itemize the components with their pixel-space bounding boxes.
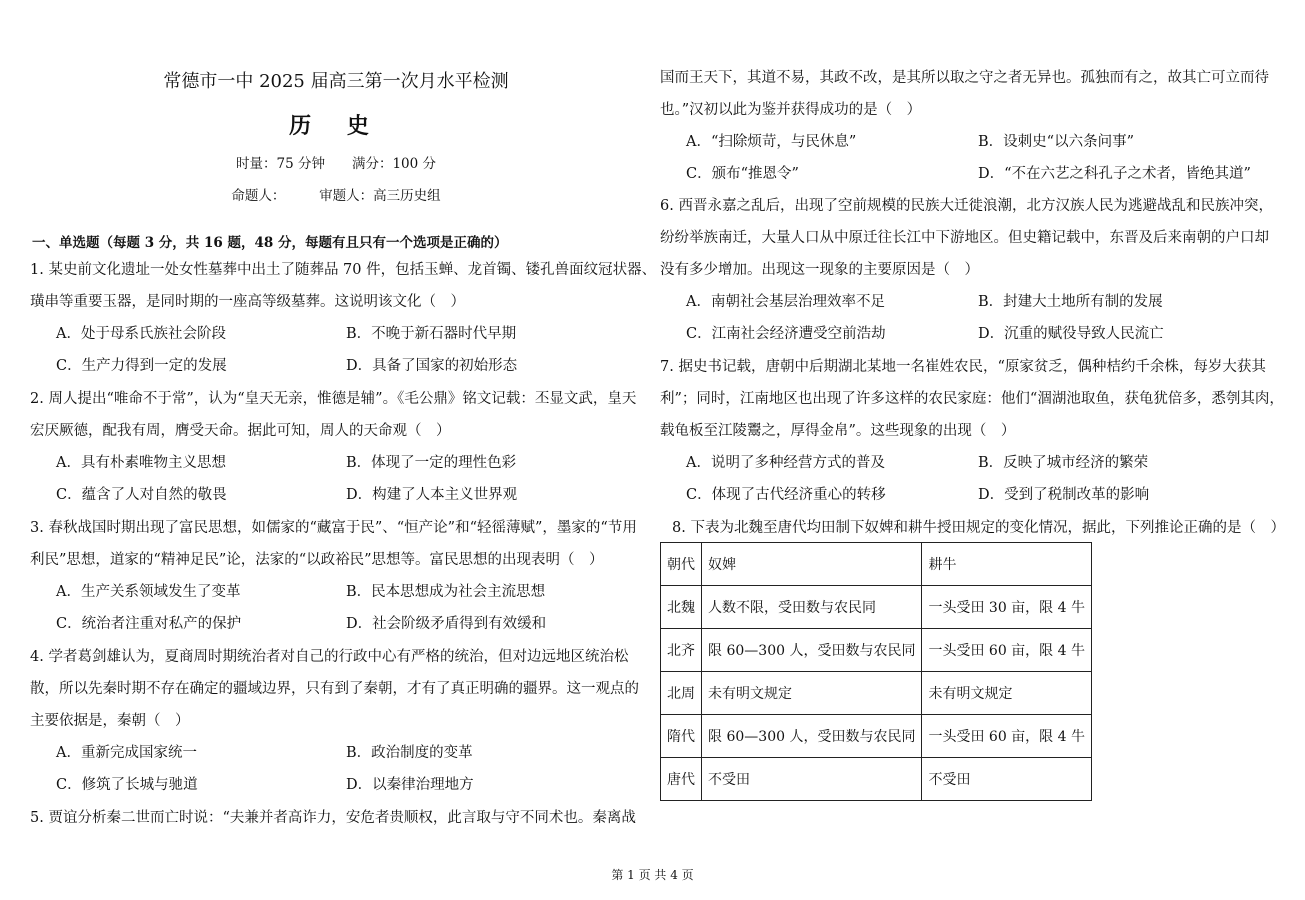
q3-option-c[interactable]: C．统治者注重对私产的保护 xyxy=(56,616,242,632)
q2-options-row1 xyxy=(56,453,636,473)
q5-line2: 国而王天下，其道不易，其政不改，是其所以取之守之者无异也。孤独而有之，故其亡可立而待 xyxy=(660,70,1269,86)
q7-option-d[interactable]: D．受到了税制改革的影响 xyxy=(978,487,1150,503)
table-cell: 未有明文规定 xyxy=(702,672,922,715)
table-row xyxy=(661,629,1092,672)
q7-options-row1 xyxy=(686,453,1276,473)
q1-option-b[interactable]: B．不晚于新石器时代早期 xyxy=(346,326,517,342)
q3-line1: 3. 春秋战国时期出现了富民思想，如儒家的“藏富于民”、“恒产论”和“轻徭薄赋”，墨家的“节用 xyxy=(30,520,637,536)
exam-title: 常德市一中 2025 届高三第一次月水平检测 xyxy=(163,71,509,92)
q6-options-row1 xyxy=(686,292,1276,312)
table-cell: 一头受田 30 亩，限 4 牛 xyxy=(922,586,1092,629)
time-score: 时量：75 分钟 满分：100 分 xyxy=(235,156,437,172)
q4-option-a[interactable]: A．重新完成国家统一 xyxy=(56,745,197,761)
table-header-cell: 奴婢 xyxy=(702,543,922,586)
q7-line1: 7. 据史书记载，唐朝中后期湖北某地一名崔姓农民，“原家贫乏，偶种桔约千余株，每岁大获其 xyxy=(660,359,1266,375)
q3-option-b[interactable]: B．民本思想成为社会主流思想 xyxy=(346,584,546,600)
q4-options-row2 xyxy=(56,775,636,795)
q4-line2: 散，所以先秦时期不存在确定的疆域边界，只有到了秦朝，才有了真正明确的疆界。这一观点的 xyxy=(30,681,639,697)
q5-option-d[interactable]: D．“不在六艺之科孔子之术者，皆绝其道” xyxy=(978,166,1251,182)
table-cell: 不受田 xyxy=(702,758,922,801)
q1-options-row1 xyxy=(56,324,636,344)
q7-option-b[interactable]: B．反映了城市经济的繁荣 xyxy=(978,455,1149,471)
table-header-cell: 耕牛 xyxy=(922,543,1092,586)
table-cell: 北齐 xyxy=(661,629,702,672)
q6-line3: 没有多少增加。出现这一现象的主要原因是（ ） xyxy=(660,262,979,278)
q4-option-d[interactable]: D．以秦律治理地方 xyxy=(346,777,474,793)
q6-option-a[interactable]: A．南朝社会基层治理效率不足 xyxy=(686,294,885,310)
section-heading: 一、单选题（每题 3 分，共 16 题，48 分，每题有且只有一个选项是正确的） xyxy=(32,235,508,251)
table-row xyxy=(661,586,1092,629)
q5-option-a[interactable]: A．“扫除烦苛，与民休息” xyxy=(686,134,857,150)
q2-option-b[interactable]: B．体现了一定的理性色彩 xyxy=(346,455,517,471)
q4-option-c[interactable]: C．修筑了长城与驰道 xyxy=(56,777,198,793)
q1-options-row2 xyxy=(56,356,636,376)
q4-options-row1 xyxy=(56,743,636,763)
q8-line1: 8. 下表为北魏至唐代均田制下奴婢和耕牛授田规定的变化情况，据此，下列推论正确的是（ ） xyxy=(672,520,1285,536)
page-footer: 第 1 页 共 4 页 xyxy=(611,868,694,882)
q7-option-c[interactable]: C．体现了古代经济重心的转移 xyxy=(686,487,886,503)
q5-line1: 5. 贾谊分析秦二世而亡时说：“夫兼并者高诈力，安危者贵顺权，此言取与守不同术也。秦离战 xyxy=(30,810,636,826)
table-cell: 北魏 xyxy=(661,586,702,629)
q2-line2: 宏厌厥德，配我有周，膺受天命。据此可知，周人的天命观（ ） xyxy=(30,423,451,439)
q3-options-row2 xyxy=(56,614,636,634)
q4-line1: 4. 学者葛剑雄认为，夏商周时期统治者对自己的行政中心有严格的统治，但对边远地区统治松 xyxy=(30,649,629,665)
q2-option-d[interactable]: D．构建了人本主义世界观 xyxy=(346,487,518,503)
q7-option-a[interactable]: A．说明了多种经营方式的普及 xyxy=(686,455,885,471)
table-cell: 未有明文规定 xyxy=(922,672,1092,715)
q6-option-d[interactable]: D．沉重的赋役导致人民流亡 xyxy=(978,326,1164,342)
table-cell: 隋代 xyxy=(661,715,702,758)
table-cell: 唐代 xyxy=(661,758,702,801)
q3-option-d[interactable]: D．社会阶级矛盾得到有效缓和 xyxy=(346,616,547,632)
q6-option-b[interactable]: B．封建大土地所有制的发展 xyxy=(978,294,1163,310)
q6-option-c[interactable]: C．江南社会经济遭受空前浩劫 xyxy=(686,326,886,342)
table-row xyxy=(661,672,1092,715)
table-cell: 限 60—300 人，受田数与农民同 xyxy=(702,715,922,758)
q5-options-row2 xyxy=(686,164,1276,184)
q2-option-c[interactable]: C．蕴含了人对自然的敬畏 xyxy=(56,487,227,503)
table-row xyxy=(661,758,1092,801)
q7-line3: 载龟板至江陵鬻之，厚得金帛”。这些现象的出现（ ） xyxy=(660,423,1016,439)
q7-line2: 利”；同时，江南地区也出现了许多这样的农民家庭：他们“涸湖池取鱼，获龟犹倍多，悉刳其肉， xyxy=(660,391,1284,407)
q5-options-row1 xyxy=(686,132,1276,152)
table-cell: 不受田 xyxy=(922,758,1092,801)
q3-options-row1 xyxy=(56,582,636,602)
table-header-cell: 朝代 xyxy=(661,543,702,586)
q5-option-b[interactable]: B．设刺史“以六条问事” xyxy=(978,134,1134,150)
q1-option-c[interactable]: C．生产力得到一定的发展 xyxy=(56,358,227,374)
table-cell: 人数不限，受田数与农民同 xyxy=(702,586,922,629)
q1-option-a[interactable]: A．处于母系氏族社会阶段 xyxy=(56,326,226,342)
q2-line1: 2. 周人提出“唯命不于常”，认为“皇天无亲，惟德是辅”。《毛公鼎》铭文记载：丕显文武，皇天 xyxy=(30,391,637,407)
q5-option-c[interactable]: C．颁布“推恩令” xyxy=(686,166,799,182)
q6-options-row2 xyxy=(686,324,1276,344)
q4-line3: 主要依据是，秦朝（ ） xyxy=(30,713,190,729)
q1-option-d[interactable]: D．具备了国家的初始形态 xyxy=(346,358,518,374)
q3-option-a[interactable]: A．生产关系领域发生了变革 xyxy=(56,584,241,600)
table-cell: 限 60—300 人，受田数与农民同 xyxy=(702,629,922,672)
table-cell: 一头受田 60 亩，限 4 牛 xyxy=(922,629,1092,672)
q6-line2: 纷纷举族南迁，大量人口从中原迁往长江中下游地区。但史籍记载中，东晋及后来南朝的户口却 xyxy=(660,230,1269,246)
q5-line3: 也。”汉初以此为鉴并获得成功的是（ ） xyxy=(660,102,922,118)
authors: 命题人： 审题人：高三历史组 xyxy=(231,188,441,204)
subject-title: 历 史 xyxy=(289,113,383,139)
q4-option-b[interactable]: B．政治制度的变革 xyxy=(346,745,473,761)
table-header-row xyxy=(661,543,1092,586)
q1-line2: 璜串等重要玉器，是同时期的一座高等级墓葬。这说明该文化（ ） xyxy=(30,294,465,310)
q7-options-row2 xyxy=(686,485,1276,505)
q2-option-a[interactable]: A．具有朴素唯物主义思想 xyxy=(56,455,226,471)
table-row xyxy=(661,715,1092,758)
table-cell: 北周 xyxy=(661,672,702,715)
q1-line1: 1. 某史前文化遗址一处女性墓葬中出土了随葬品 70 件，包括玉蝉、龙首镯、镂孔兽面纹冠状器、 xyxy=(30,262,657,278)
q3-line2: 利民”思想，道家的“精神足民”论，法家的“以政裕民”思想等。富民思想的出现表明（ ） xyxy=(30,552,604,568)
land-allocation-table xyxy=(660,542,1092,801)
q6-line1: 6. 西晋永嘉之乱后，出现了空前规模的民族大迁徙浪潮，北方汉族人民为逃避战乱和民族冲突， xyxy=(660,198,1273,214)
q2-options-row2 xyxy=(56,485,636,505)
table-cell: 一头受田 60 亩，限 4 牛 xyxy=(922,715,1092,758)
